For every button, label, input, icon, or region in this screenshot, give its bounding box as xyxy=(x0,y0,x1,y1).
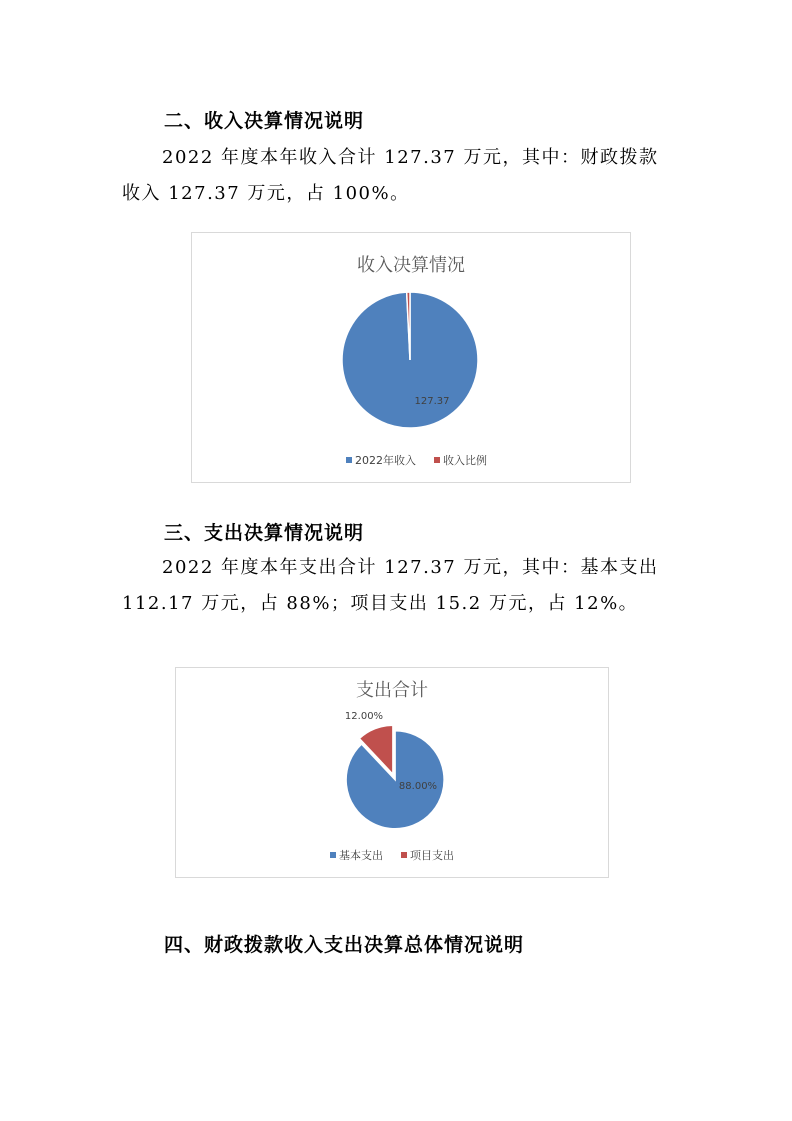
expense-paragraph-line-2: 112.17 万元，占 88%；项目支出 15.2 万元，占 12%。 xyxy=(122,593,639,614)
legend-label-1: 2022年收入 xyxy=(355,454,416,467)
expense-chart xyxy=(175,667,609,878)
legend-marker-1 xyxy=(346,457,352,463)
income-paragraph-line-2: 收入 127.37 万元，占 100%。 xyxy=(122,183,410,204)
income-chart xyxy=(191,232,631,483)
expense-paragraph-line-1: 2022 年度本年支出合计 127.37 万元，其中：基本支出 xyxy=(162,557,659,578)
section-heading-expense: 三、支出决算情况说明 xyxy=(164,522,365,544)
pie-data-label-1: 127.37 xyxy=(414,396,450,407)
expense-paragraph xyxy=(122,550,682,622)
section-heading-fiscal: 四、财政拨款收入支出决算总体情况说明 xyxy=(164,934,525,956)
income-chart-title: 收入决算情况 xyxy=(357,255,465,276)
income-pie-chart-svg xyxy=(192,233,630,482)
legend-label-2: 收入比例 xyxy=(443,454,487,467)
income-paragraph xyxy=(122,140,682,212)
pie-data-label-2: 12.00% xyxy=(344,711,384,722)
expense-pie-chart-svg xyxy=(176,668,608,877)
legend-marker-1 xyxy=(330,852,336,858)
section-heading-income: 二、收入决算情况说明 xyxy=(164,110,365,132)
legend-label-1: 基本支出 xyxy=(339,849,383,862)
income-paragraph-line-1: 2022 年度本年收入合计 127.37 万元，其中：财政拨款 xyxy=(162,147,659,168)
legend-label-2: 项目支出 xyxy=(410,849,454,862)
pie-slice-1 xyxy=(346,731,444,829)
legend-marker-2 xyxy=(401,852,407,858)
pie-data-label-1: 88.00% xyxy=(398,781,438,792)
expense-chart-title: 支出合计 xyxy=(356,680,428,701)
legend-marker-2 xyxy=(434,457,440,463)
